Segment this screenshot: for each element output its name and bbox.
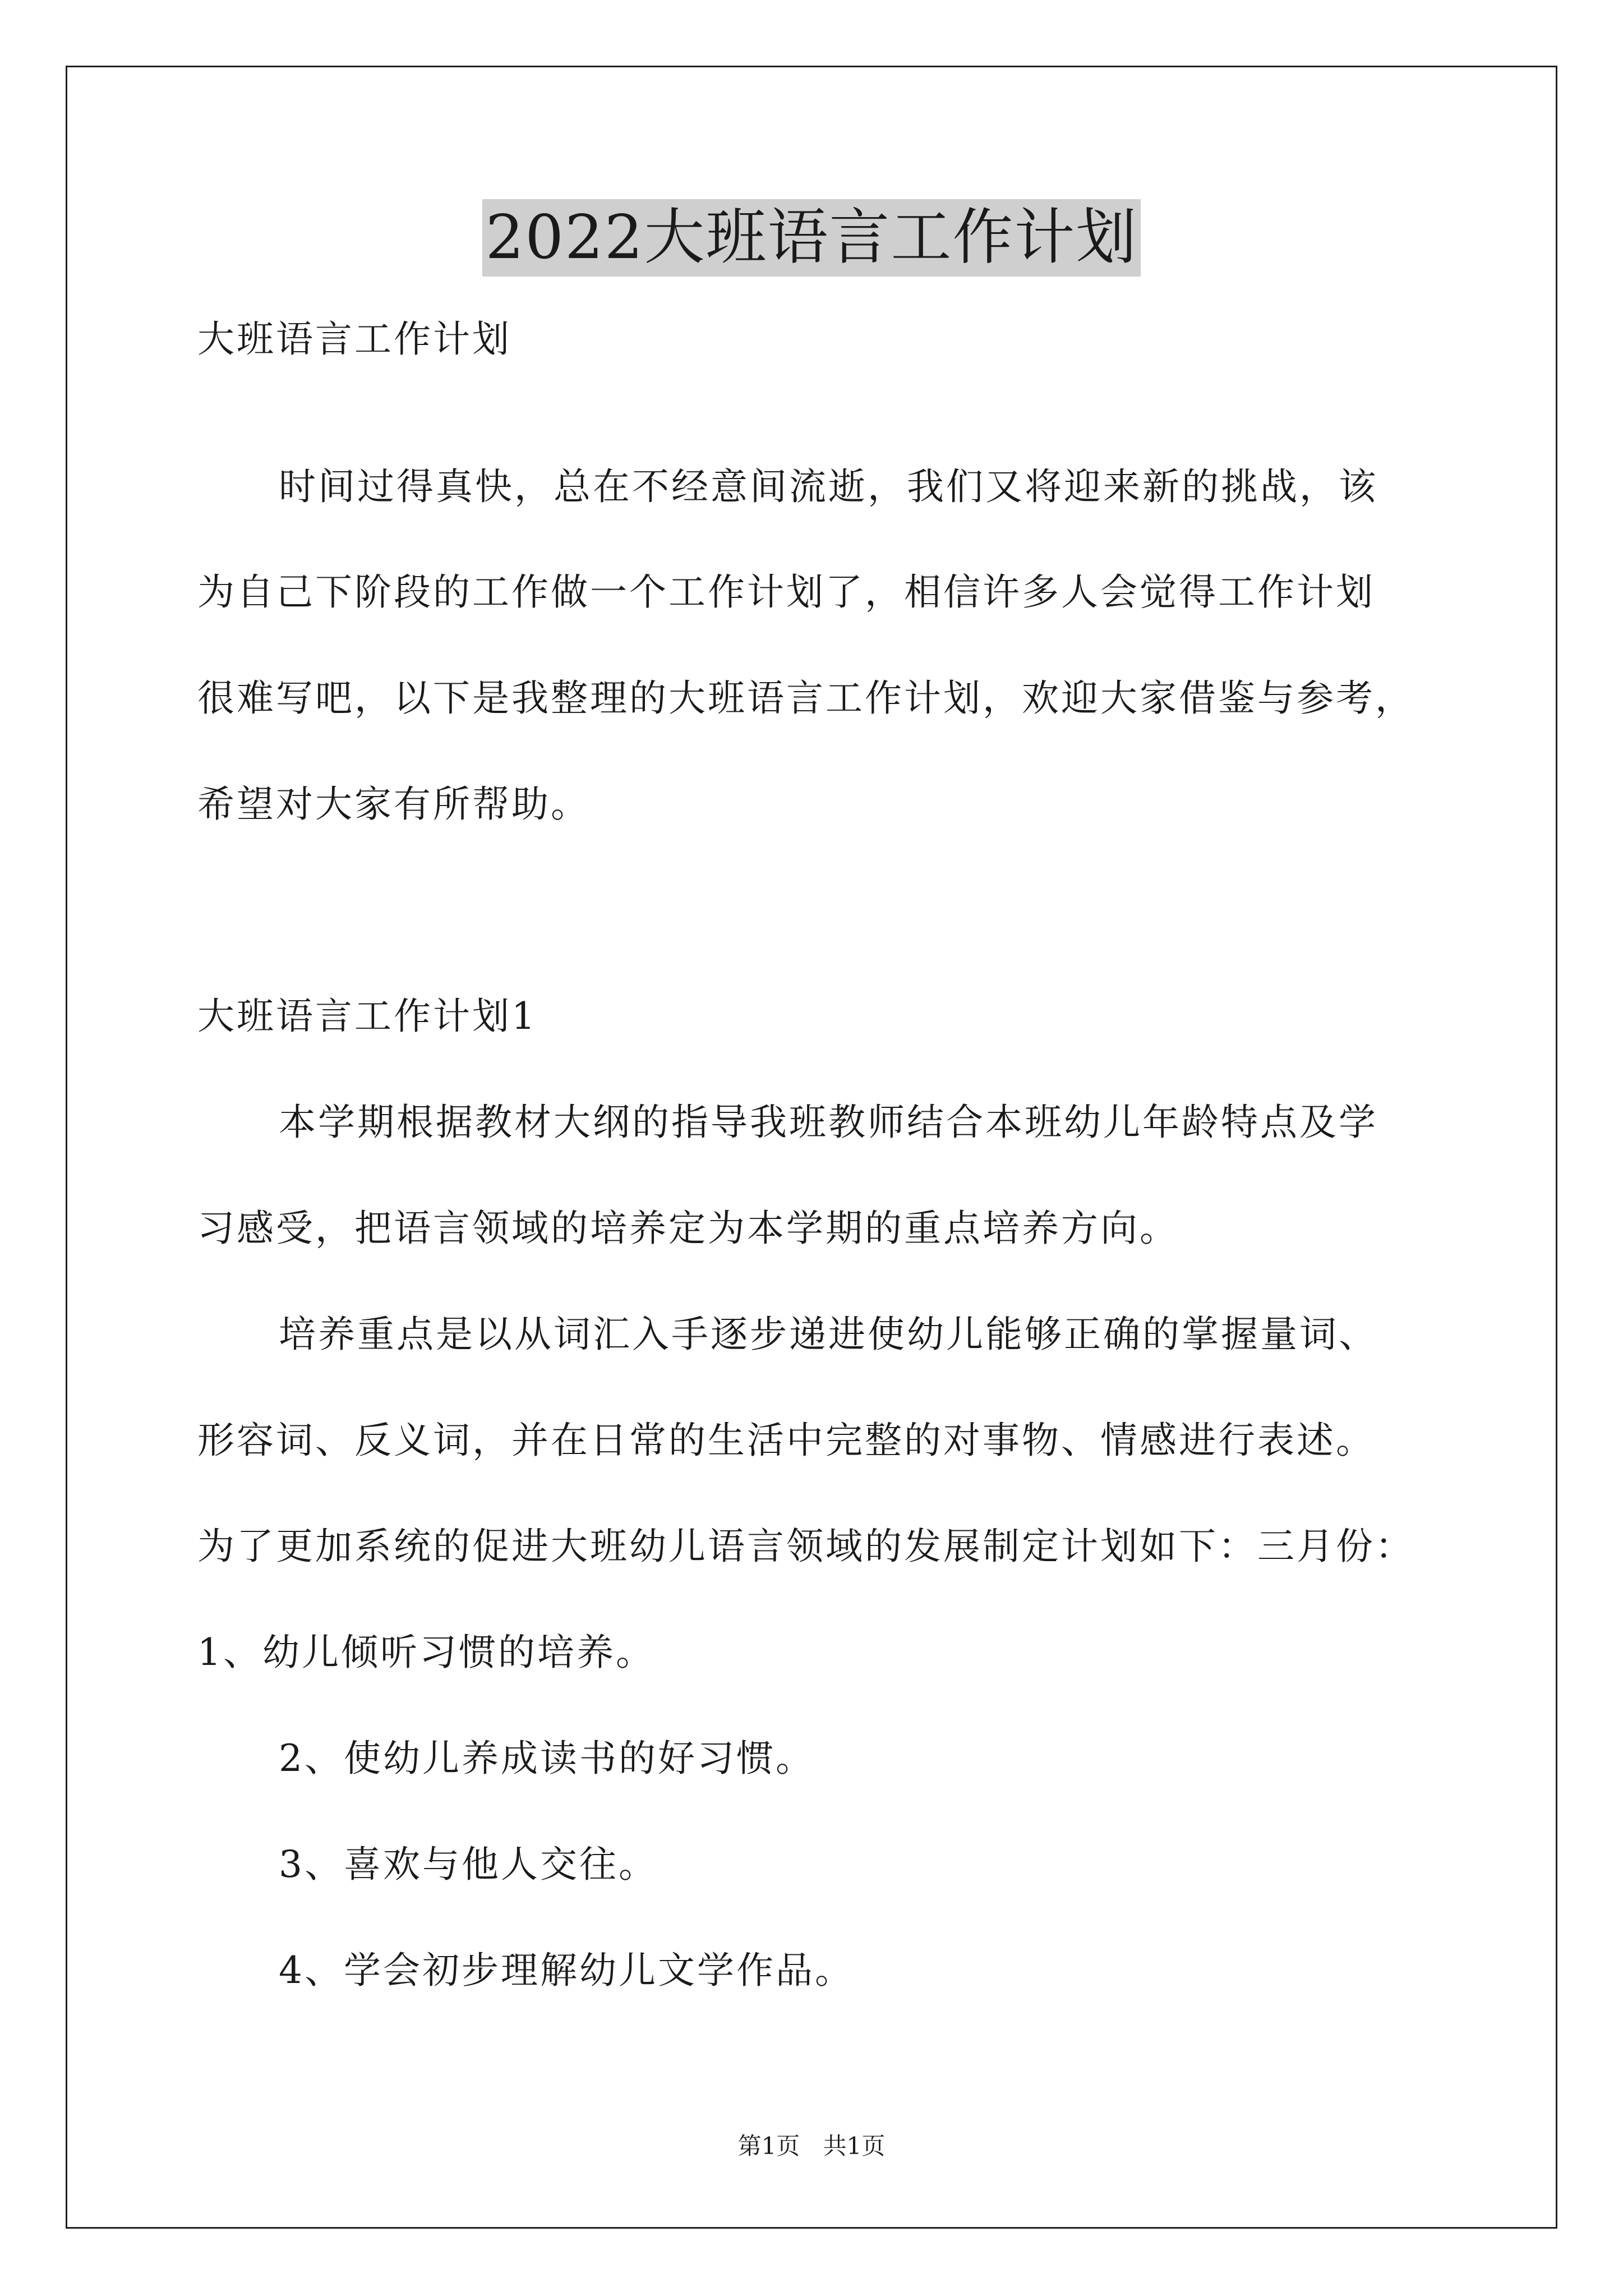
page-total: 共1页 — [823, 2132, 886, 2160]
paragraph-line: 很难写吧，以下是我整理的大班语言工作计划，欢迎大家借鉴与参考， — [197, 677, 1414, 720]
list-item: 3、喜欢与他人交往。 — [279, 1843, 658, 1886]
page-number: 第1页 — [737, 2132, 800, 2160]
paragraph-line: 时间过得真快，总在不经意间流逝，我们又将迎来新的挑战，该 — [279, 465, 1378, 508]
paragraph-line: 本学期根据教材大纲的指导我班教师结合本班幼儿年龄特点及学 — [279, 1101, 1378, 1144]
list-item: 1、幼儿倾听习惯的培养。 — [197, 1631, 655, 1674]
paragraph-line: 形容词、反义词，并在日常的生活中完整的对事物、情感进行表述。 — [197, 1419, 1375, 1462]
page-border — [66, 66, 1557, 2229]
list-item: 2、使幼儿养成读书的好习惯。 — [279, 1737, 815, 1780]
title-container — [0, 199, 1623, 277]
paragraph-line: 为自己下阶段的工作做一个工作计划了，相信许多人会觉得工作计划 — [197, 570, 1375, 614]
page-footer — [0, 2129, 1623, 2163]
section-heading: 大班语言工作计划 — [197, 318, 511, 361]
paragraph-line: 培养重点是以从词汇入手逐步递进使幼儿能够正确的掌握量词、 — [279, 1313, 1378, 1356]
paragraph-line: 习感受，把语言领域的培养定为本学期的重点培养方向。 — [197, 1207, 1179, 1250]
paragraph-line: 为了更加系统的促进大班幼儿语言领域的发展制定计划如下：三月份： — [197, 1525, 1414, 1568]
section-heading: 大班语言工作计划1 — [197, 995, 537, 1038]
list-item: 4、学会初步理解幼儿文学作品。 — [279, 1949, 854, 1992]
document-title: 2022大班语言工作计划 — [482, 199, 1141, 277]
paragraph-line: 希望对大家有所帮助。 — [197, 783, 590, 826]
